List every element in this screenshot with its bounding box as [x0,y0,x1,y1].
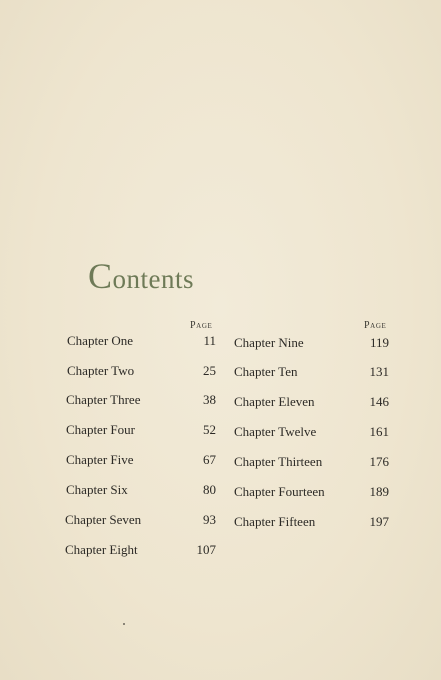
chapter-label: Chapter Two [67,363,135,378]
chapter-label: Chapter Fifteen [234,514,316,529]
chapter-label: Chapter Three [66,392,141,407]
toc-entry-right-4[interactable] [234,423,389,441]
page-speck [123,623,125,625]
toc-entry-left-4[interactable] [66,421,216,439]
chapter-page: 197 [369,514,389,529]
chapter-label: Chapter Eleven [234,394,315,409]
toc-entry-left-1[interactable] [67,332,216,350]
chapter-label: Chapter Twelve [234,424,317,439]
toc-entry-right-6[interactable] [234,483,389,501]
chapter-page: 67 [203,452,216,467]
chapter-page: 80 [203,482,216,497]
chapter-page: 161 [369,424,389,439]
chapter-label: Chapter Ten [234,364,298,379]
chapter-label: Chapter Nine [234,335,304,350]
chapter-label: Chapter Seven [65,512,142,527]
chapter-label: Chapter Fourteen [234,484,325,499]
left-page-header: Page [190,320,213,331]
chapter-label: Chapter Four [66,422,135,437]
toc-entry-left-5[interactable] [66,451,216,469]
toc-entry-right-1[interactable] [234,334,389,352]
toc-entry-left-3[interactable] [66,391,216,409]
chapter-label: Chapter Six [66,482,128,497]
toc-entry-left-8[interactable] [65,541,216,559]
chapter-label: Chapter Eight [65,542,138,557]
toc-entry-right-7[interactable] [234,513,389,531]
chapter-label: Chapter One [67,333,134,348]
toc-entry-left-2[interactable] [67,362,216,380]
chapter-page: 11 [203,333,216,348]
chapter-page: 176 [369,454,389,469]
chapter-page: 25 [203,363,216,378]
chapter-label: Chapter Five [66,452,134,467]
chapter-page: 119 [369,335,389,350]
title-rest: ontents [112,264,195,294]
toc-entry-left-6[interactable] [66,481,216,499]
chapter-page: 93 [203,512,216,527]
chapter-page: 38 [203,392,216,407]
chapter-page: 189 [369,484,389,499]
toc-entry-right-2[interactable] [234,363,389,381]
right-page-header: Page [364,320,387,331]
toc-entry-right-3[interactable] [234,393,389,411]
toc-entry-left-7[interactable] [65,511,216,529]
title-initial: C [88,256,113,296]
page-title [88,258,194,294]
chapter-page: 52 [203,422,216,437]
chapter-page: 107 [196,542,216,557]
toc-entry-right-5[interactable] [234,453,389,471]
chapter-page: 131 [369,364,389,379]
chapter-page: 146 [369,394,389,409]
chapter-label: Chapter Thirteen [234,454,323,469]
